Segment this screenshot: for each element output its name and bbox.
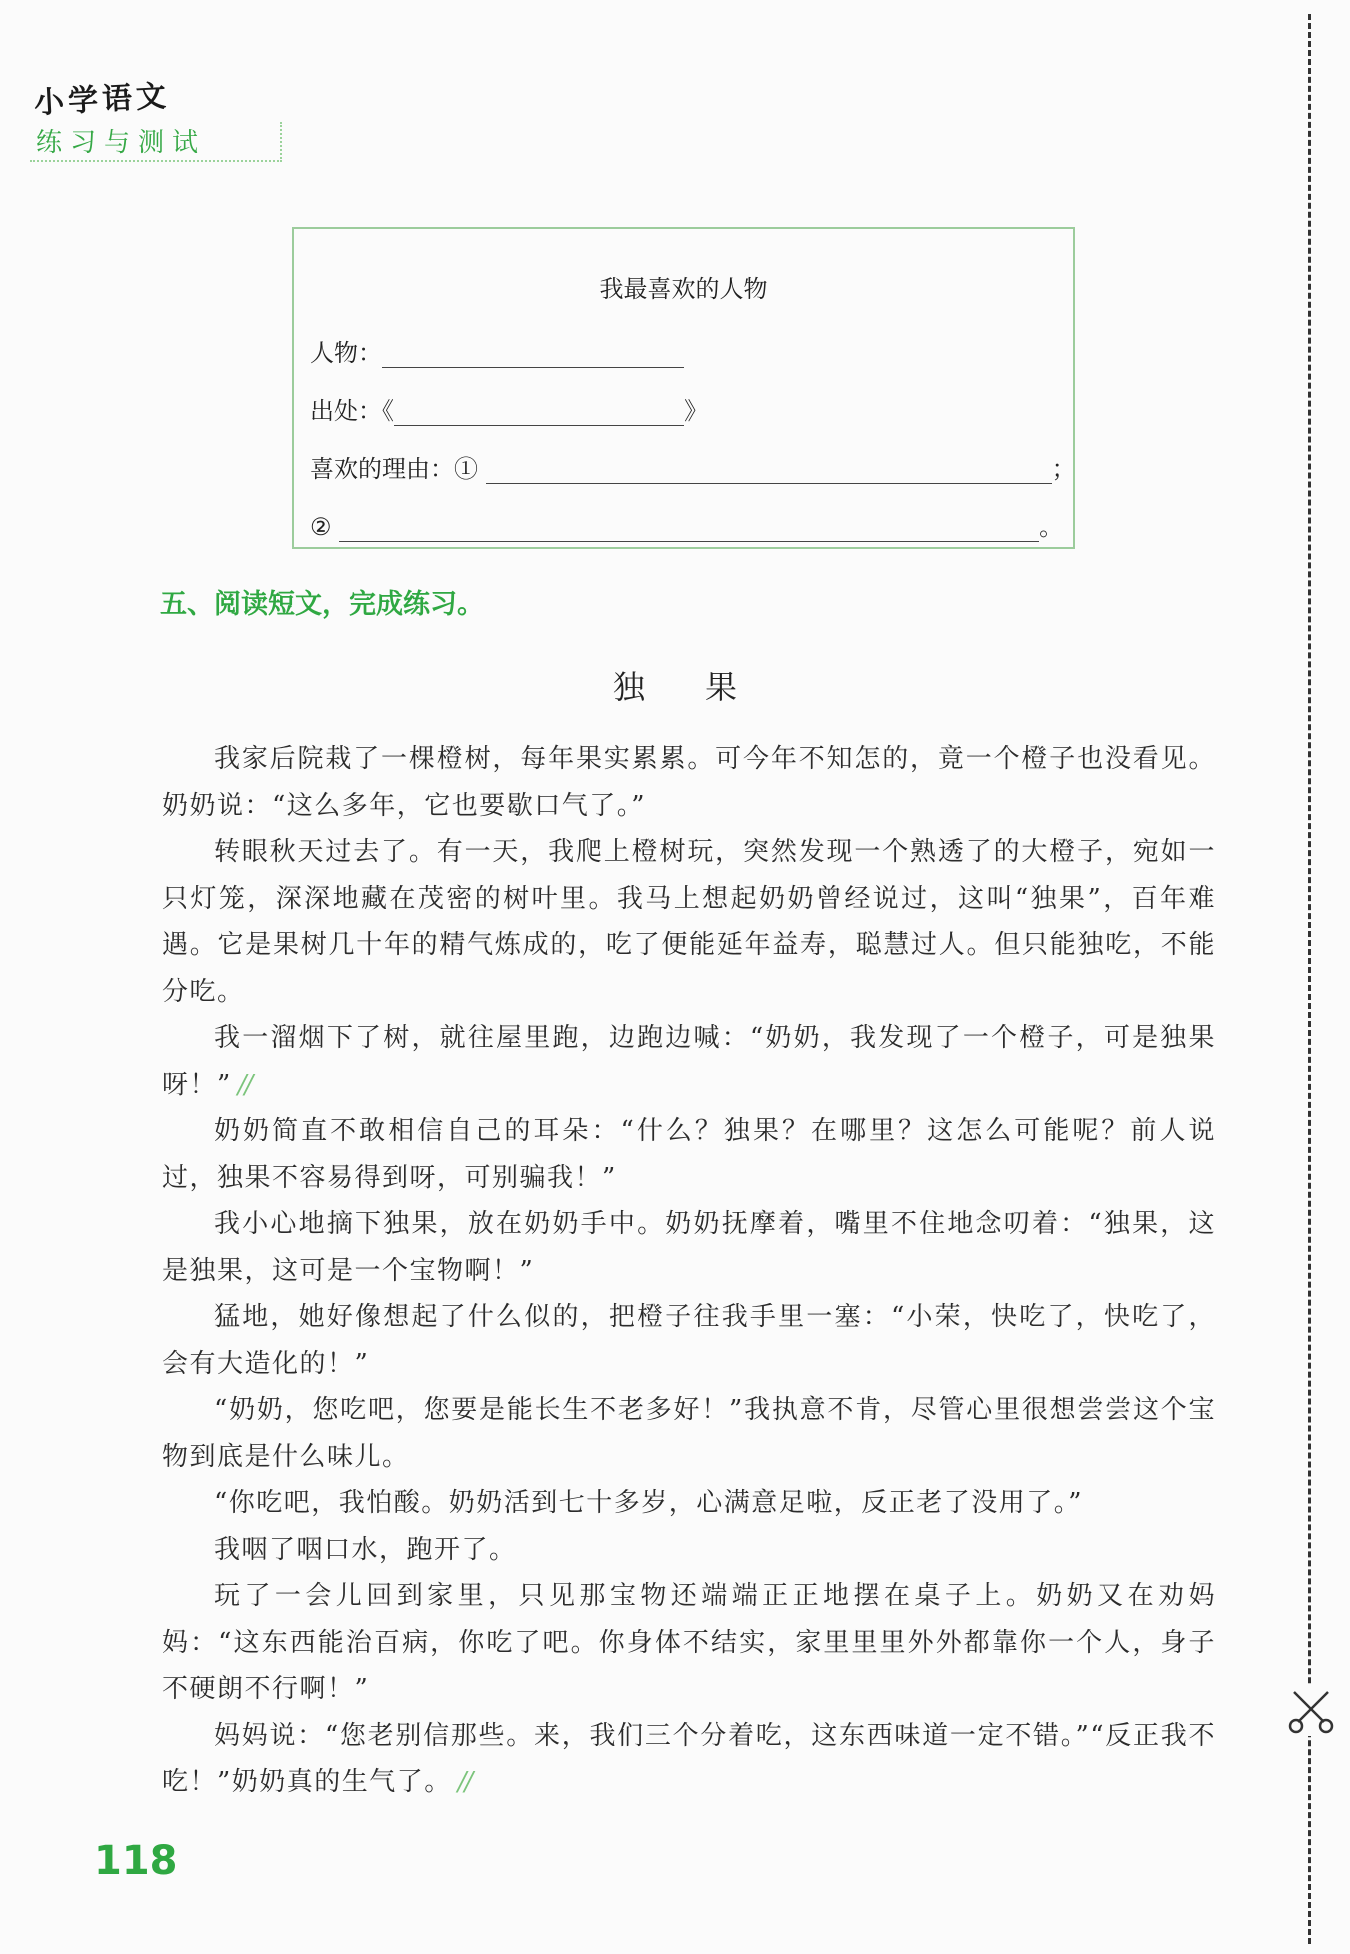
reason-end-1: ；: [1051, 455, 1076, 483]
reason-2-label: ②: [310, 513, 332, 541]
reason-2-field: [310, 507, 1063, 542]
brand-subtitle-box: [30, 122, 282, 162]
character-field: [310, 333, 684, 368]
reason-2-input-line[interactable]: [339, 515, 1039, 542]
favorite-character-card: [292, 227, 1075, 549]
reason-1-input-line[interactable]: [486, 457, 1052, 484]
reason-end-2: 。: [1039, 513, 1064, 541]
brand-subtitle: 练习与测试: [36, 128, 207, 158]
paragraph: [162, 1015, 1216, 1108]
paragraph: 我咽了咽口水，跑开了。: [214, 1534, 517, 1565]
paragraph: 转眼秋天过去了。有一天，我爬上橙树玩，突然发现一个熟透了的大橙子，宛如一只灯笼，深深地藏在茂密的树叶里。我马上想起奶奶曾经说过，这叫“独果”，百年难遇。它是果树几十年的精气炼成的，吃了便能延年益寿，聪慧过人。但只能独吃，不能分吃。: [162, 837, 1216, 1007]
source-input-line[interactable]: [394, 399, 684, 426]
card-title: 我最喜欢的人物: [599, 275, 768, 303]
paragraph-text: 我一溜烟下了树，就往屋里跑，边跑边喊：“奶奶，我发现了一个橙子，可是独果呀！”: [162, 1023, 1216, 1100]
section-divider-mark: //: [237, 1069, 252, 1100]
brand-title: 小学语文: [33, 78, 171, 121]
paragraph: [162, 1713, 1216, 1806]
section-heading: 五、阅读短文，完成练习。: [160, 589, 484, 620]
source-label: 出处：《: [310, 397, 394, 425]
paragraph: 我小心地摘下独果，放在奶奶手中。奶奶抚摩着，嘴里不住地念叨着：“独果，这是独果，这可是一个宝物啊！”: [162, 1209, 1216, 1286]
paragraph: 猛地，她好像想起了什么似的，把橙子往我手里一塞：“小荣，快吃了，快吃了，会有大造化的！”: [162, 1302, 1216, 1379]
source-field: [310, 391, 708, 426]
paragraph: “奶奶，您吃吧，您要是能长生不老多好！”我执意不肯，尽管心里很想尝尝这个宝物到底是什么味儿。: [162, 1395, 1216, 1472]
page-number: 118: [94, 1838, 178, 1884]
paragraph: 奶奶简直不敢相信自己的耳朵：“什么？独果？在哪里？这怎么可能呢？前人说过，独果不容易得到呀，可别骗我！”: [162, 1116, 1216, 1193]
paragraph: “你吃吧，我怕酸。奶奶活到七十多岁，心满意足啦，反正老了没用了。”: [214, 1488, 1084, 1518]
paragraph: 我家后院栽了一棵橙树，每年果实累累。可今年不知怎的，竟一个橙子也没看见。奶奶说：“这么多年，它也要歇口气了。”: [162, 744, 1216, 821]
section-divider-mark: //: [457, 1767, 472, 1797]
reason-1-field: [310, 449, 1076, 484]
reason-label: 喜欢的理由：①: [310, 455, 478, 483]
cut-line: [1308, 14, 1311, 1944]
article-title: 独果: [612, 668, 797, 706]
character-input-line[interactable]: [382, 341, 684, 368]
character-label: 人物：: [310, 339, 382, 367]
scissors-icon: [1286, 1686, 1336, 1736]
source-close: 》: [684, 397, 708, 425]
book-brand: [33, 78, 207, 158]
paragraph-text: 妈妈说：“您老别信那些。来，我们三个分着吃，这东西味道一定不错。”“反正我不吃！”奶奶真的生气了。: [162, 1720, 1216, 1797]
article-body: [162, 736, 1216, 1806]
paragraph: 玩了一会儿回到家里，只见那宝物还端端正正地摆在桌子上。奶奶又在劝妈妈：“这东西能治百病，你吃了吧。你身体不结实，家里里里外外都靠你一个人，身子不硬朗不行啊！”: [162, 1581, 1216, 1704]
